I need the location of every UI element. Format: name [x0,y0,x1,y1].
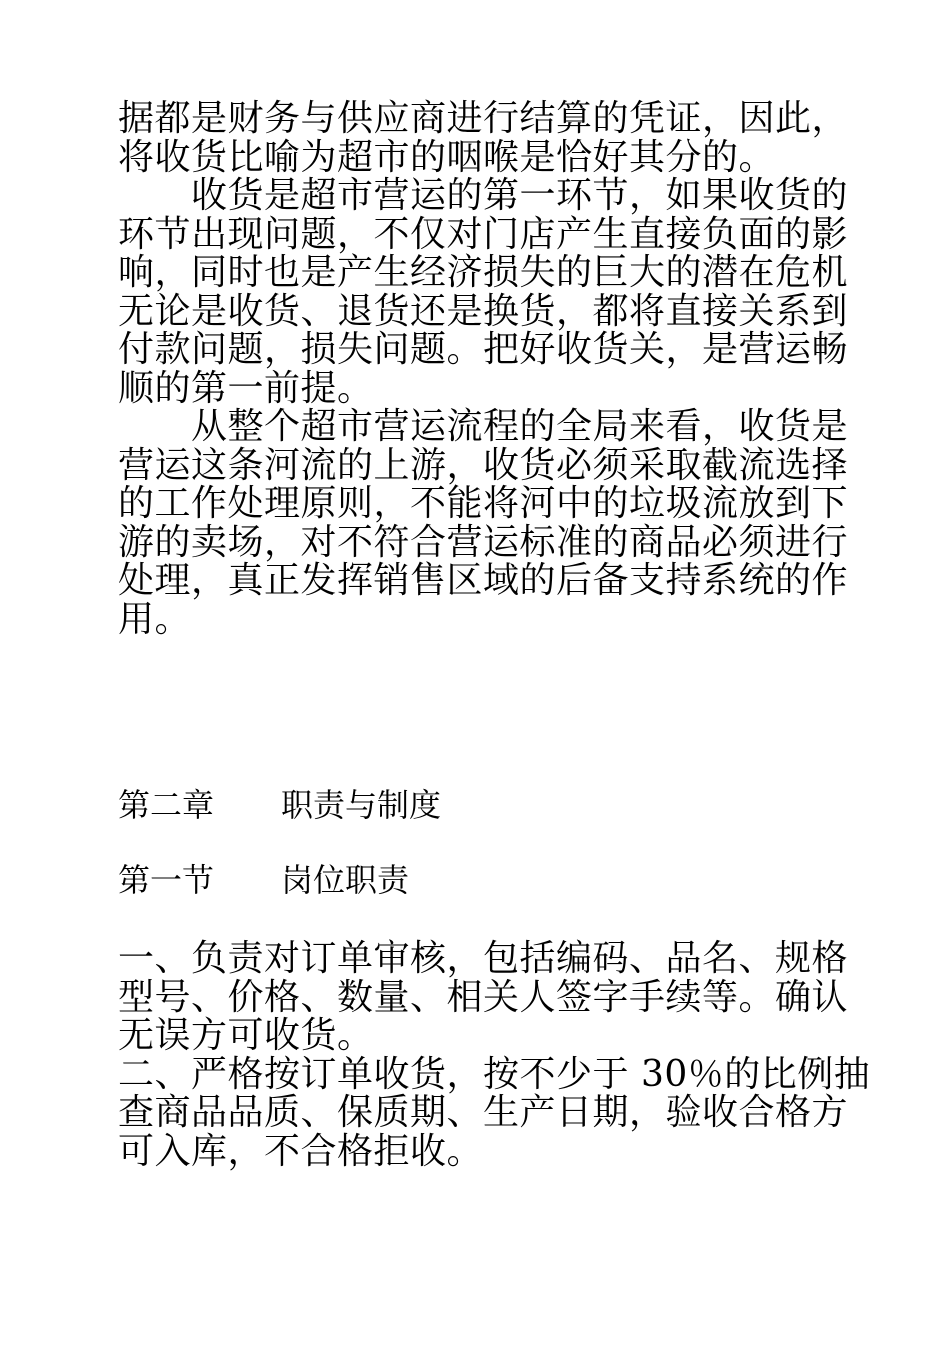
text-line: 环节出现问题，不仅对门店产生直接负面的影 [118,213,849,255]
duty-list [118,938,871,1172]
text-line: 从整个超市营运流程的全局来看，收货是 [118,406,849,447]
text-line: 用。 [118,598,192,640]
chapter-title: 职责与制度 [281,786,442,824]
text-line: 处理，真正发挥销售区域的后备支持系统的作 [118,560,849,601]
text-line: 将收货比喻为超市的咽喉是恰好其分的。 [118,136,776,178]
duty-line: 型号、价格、数量、相关人签字手续等。确认 [118,976,849,1018]
text-line: 付款问题，损失问题。把好收货关，是营运畅 [118,329,849,370]
chapter-heading [118,785,441,825]
duty-line: 二、严格按订单收货，按不少于 30％的比例抽 [118,1053,871,1095]
intro-paragraphs [118,100,863,639]
text-line: 响，同时也是产生经济损失的巨大的潜在危机 [118,252,849,293]
text-line: 营运这条河流的上游，收货必须采取截流选择 [118,444,849,486]
duty-line: 一、负责对订单审核，包括编码、品名、规格 [118,938,849,979]
section-heading [118,860,409,900]
chapter-number: 第二章 [118,786,215,824]
section-title: 岗位职责 [281,861,410,899]
text-line: 的工作处理原则，不能将河中的垃圾流放到下 [118,483,849,524]
duty-line: 可入库，不合格拒收。 [118,1130,484,1172]
section-number: 第一节 [118,861,215,899]
text-line: 收货是超市营运的第一环节，如果收货的 [118,175,849,216]
duty-line: 查商品品质、保质期、生产日期，验收合格方 [118,1092,849,1133]
text-line: 游的卖场，对不符合营运标准的商品必须进行 [118,521,849,563]
text-line: 据都是财务与供应商进行结算的凭证，因此， [118,98,849,139]
text-line: 无论是收货、退货还是换货，都将直接关系到 [118,290,849,332]
duty-line: 无误方可收货。 [118,1015,374,1056]
text-line: 顺的第一前提。 [118,367,374,409]
